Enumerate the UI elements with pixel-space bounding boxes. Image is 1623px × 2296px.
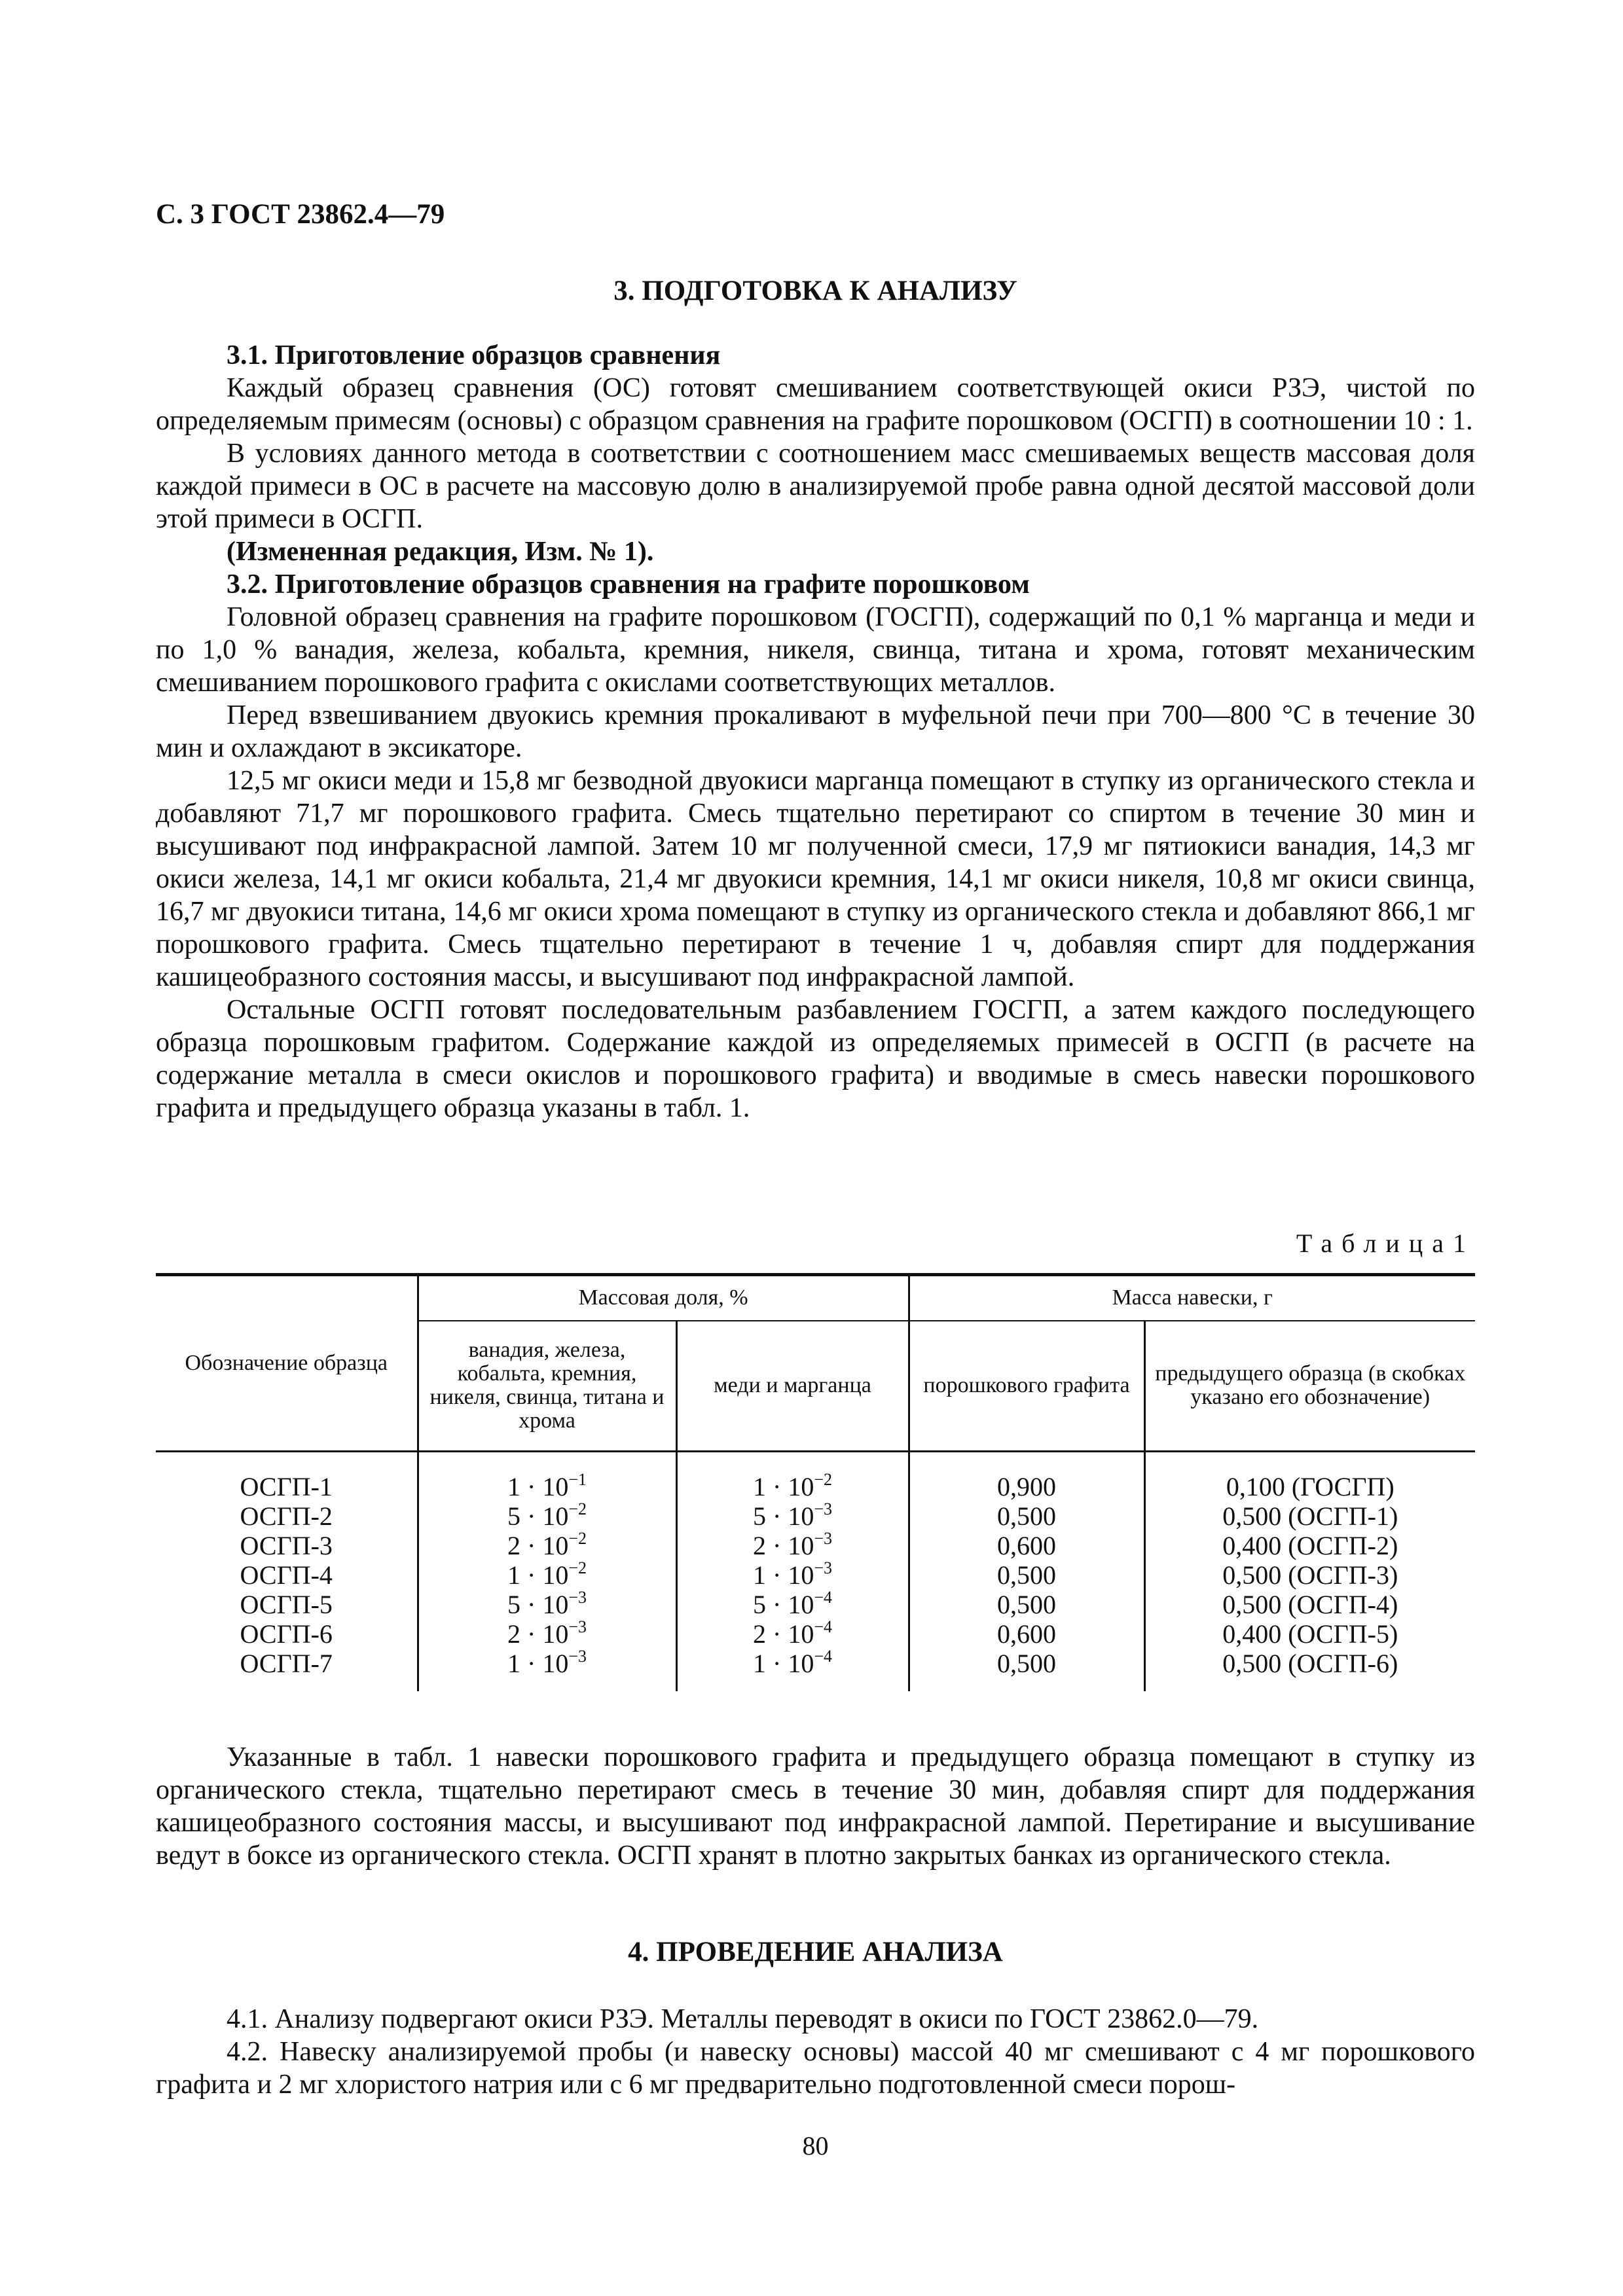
exponent: −4: [814, 1588, 832, 1607]
header-sample-mass: Масса навески, г: [909, 1275, 1475, 1321]
cell-graphite-mass: 0,500: [909, 1590, 1144, 1619]
document-header: С. 3 ГОСТ 23862.4—79: [156, 199, 445, 230]
table-row: [156, 1501, 1475, 1531]
cell-sample-name: ОСГП-1: [240, 1472, 333, 1501]
mantissa: 2 · 10: [753, 1619, 814, 1649]
after-table-text: [156, 1741, 1475, 1872]
cell-v-fe-group-fraction: [418, 1501, 676, 1531]
table-row: [156, 1560, 1475, 1590]
cell-v-fe-group-fraction: [418, 1452, 676, 1502]
cell-sample-name: ОСГП-4: [240, 1560, 333, 1590]
paragraph: Головной образец сравнения на графите порошковом (ГОСГП), содержащий по 0,1 % марганца и меди и по 1,0 % ванадия, железа, кобальта, кремния, никеля, свинца, титана и хрома, готовят механическим смешиванием порошкового графита с окислами соответствующих металлов.: [156, 602, 1475, 698]
table-caption: Таблица1: [1296, 1229, 1475, 1258]
exponent: −3: [814, 1558, 832, 1577]
mantissa: 5 · 10: [507, 1501, 569, 1531]
mantissa: 2 · 10: [753, 1531, 814, 1560]
exponent: −2: [568, 1558, 587, 1577]
cell-v-fe-group-fraction: [418, 1649, 676, 1691]
mantissa: 5 · 10: [753, 1590, 814, 1619]
cell-previous-sample-mass: 0,500 (ОСГП-4): [1144, 1590, 1475, 1619]
header-v-fe-co-si-ni-pb-ti-cr: ванадия, железа, кобальта, кремния, никеля, свинца, титана и хрома: [418, 1321, 676, 1452]
paragraph: 4.1. Анализу подвергают окиси РЗЭ. Металлы переводят в окиси по ГОСТ 23862.0—79.: [227, 2004, 1259, 2034]
cell-graphite-mass: 0,900: [909, 1452, 1144, 1502]
mantissa: 1 · 10: [753, 1472, 814, 1501]
table-row: [156, 1590, 1475, 1619]
cell-graphite-mass: 0,500: [909, 1501, 1144, 1531]
mantissa: 1 · 10: [507, 1560, 569, 1590]
cell-v-fe-group-fraction: [418, 1531, 676, 1560]
cell-sample-name: ОСГП-6: [240, 1619, 333, 1649]
table-row: [156, 1452, 1475, 1502]
exponent: −4: [814, 1647, 832, 1666]
cell-graphite-mass: 0,500: [909, 1649, 1144, 1691]
paragraph: (Измененная редакция, Изм. № 1).: [227, 537, 654, 567]
cell-previous-sample-mass: 0,500 (ОСГП-3): [1144, 1560, 1475, 1590]
paragraph: 3.2. Приготовление образцов сравнения на графите порошковом: [227, 569, 1030, 600]
cell-graphite-mass: 0,600: [909, 1531, 1144, 1560]
mantissa: 1 · 10: [753, 1649, 814, 1678]
exponent: −3: [568, 1588, 587, 1607]
cell-cu-mn-fraction: [676, 1531, 909, 1560]
cell-cu-mn-fraction: [676, 1619, 909, 1649]
cell-cu-mn-fraction: [676, 1501, 909, 1531]
header-sample-designation: Обозначение образца: [156, 1275, 418, 1452]
cell-cu-mn-fraction: [676, 1560, 909, 1590]
table-row: [156, 1619, 1475, 1649]
cell-v-fe-group-fraction: [418, 1590, 676, 1619]
mantissa: 1 · 10: [753, 1560, 814, 1590]
section-3-title: 3. ПОДГОТОВКА К АНАЛИЗУ: [613, 276, 1017, 306]
exponent: −2: [814, 1470, 832, 1489]
paragraph: 3.1. Приготовление образцов сравнения: [227, 340, 721, 370]
paragraph: 4.2. Навеску анализируемой пробы (и навеску основы) массой 40 мг смешивают с 4 мг порошкового графита и 2 мг хлористого натрия или с 6 мг предварительно подготовленной смеси порош-: [156, 2037, 1475, 2100]
table-row: [156, 1649, 1475, 1691]
paragraph: 12,5 мг окиси меди и 15,8 мг безводной двуокиси марганца помещают в ступку из органического стекла и добавляют 71,7 мг порошкового графита. Смесь тщательно перетирают со спиртом в течение 30 мин и высушивают под инфракрасной лампой. Затем 10 мг полученной смеси, 17,9 мг пятиокиси ванадия, 14,3 мг окиси железа, 14,1 мг окиси кобальта, 21,4 мг двуокиси кремния, 14,1 мг окиси никеля, 10,8 мг окиси свинца, 16,7 мг двуокиси титана, 14,6 мг окиси хрома помещают в ступку из органического стекла и добавляют 866,1 мг порошкового графита. Смесь тщательно перетирают в течение 1 ч, добавляя спирт для поддержания кашицеобразного состояния массы, и высушивают под инфракрасной лампой.: [156, 766, 1475, 992]
table-body: [156, 1452, 1475, 1692]
exponent: −3: [814, 1499, 832, 1518]
mantissa: 2 · 10: [507, 1619, 569, 1649]
cell-graphite-mass: 0,600: [909, 1619, 1144, 1649]
exponent: −3: [814, 1529, 832, 1548]
cell-sample-name: ОСГП-5: [240, 1590, 333, 1619]
header-previous-sample-mass: предыдущего образца (в скобках указано его обозначение): [1144, 1321, 1475, 1452]
cell-v-fe-group-fraction: [418, 1560, 676, 1590]
section-4-body: [156, 2003, 1475, 2101]
cell-previous-sample-mass: 0,100 (ГОСГП): [1144, 1452, 1475, 1502]
paragraph: Остальные ОСГП готовят последовательным разбавлением ГОСГП, а затем каждого последующего образца порошковым графитом. Содержание каждой из определяемых примесей в ОСГП (в расчете на содержание металла в смеси окислов и порошкового графита) и вводимые в смесь навески порошкового графита и предыдущего образца указаны в табл. 1.: [156, 995, 1475, 1123]
cell-cu-mn-fraction: [676, 1649, 909, 1691]
mantissa: 1 · 10: [507, 1649, 569, 1678]
mantissa: 1 · 10: [507, 1472, 569, 1501]
cell-previous-sample-mass: 0,400 (ОСГП-5): [1144, 1619, 1475, 1649]
table-row: [156, 1531, 1475, 1560]
cell-sample-name: ОСГП-7: [240, 1649, 333, 1678]
cell-v-fe-group-fraction: [418, 1619, 676, 1649]
cell-cu-mn-fraction: [676, 1452, 909, 1502]
cell-cu-mn-fraction: [676, 1590, 909, 1619]
cell-sample-name: ОСГП-3: [240, 1531, 333, 1560]
cell-sample-name: ОСГП-2: [240, 1501, 333, 1531]
mantissa: 2 · 10: [507, 1531, 569, 1560]
exponent: −3: [568, 1617, 587, 1636]
mantissa: 5 · 10: [753, 1501, 814, 1531]
header-cu-mn: меди и марганца: [676, 1321, 909, 1452]
paragraph: Перед взвешиванием двуокись кремния прокаливают в муфельной печи при 700—800 °С в течение 30 мин и охлаждают в эксикаторе.: [156, 700, 1475, 763]
exponent: −4: [814, 1617, 832, 1636]
paragraph: В условиях данного метода в соответствии с соотношением масс смешиваемых веществ массовая доля каждой примеси в ОС в расчете на массовую долю в анализируемой пробе равна одной десятой массовой доли этой примеси в ОСГП.: [156, 439, 1475, 534]
mantissa: 5 · 10: [507, 1590, 569, 1619]
paragraph: Указанные в табл. 1 навески порошкового графита и предыдущего образца помещают в ступку из органического стекла, тщательно перетирают смесь в течение 30 мин, добавляя спирт для поддержания кашицеобразного состояния массы, и высушивают под инфракрасной лампой. Перетирание и высушивание ведут в боксе из органического стекла. ОСГП хранят в плотно закрытых банках из органического стекла.: [156, 1742, 1475, 1871]
header-graphite-mass: порошкового графита: [909, 1321, 1144, 1452]
paragraph: Каждый образец сравнения (ОС) готовят смешиванием соответствующей окиси РЗЭ, чистой по определяемым примесям (основы) с образцом сравнения на графите порошковом (ОСГП) в соотношении 10 : 1.: [156, 373, 1475, 436]
exponent: −1: [568, 1470, 587, 1489]
page-number: 80: [802, 2131, 829, 2161]
cell-graphite-mass: 0,500: [909, 1560, 1144, 1590]
cell-previous-sample-mass: 0,500 (ОСГП-6): [1144, 1649, 1475, 1691]
cell-previous-sample-mass: 0,500 (ОСГП-1): [1144, 1501, 1475, 1531]
reference-samples-table: [156, 1273, 1475, 1691]
exponent: −2: [568, 1529, 587, 1548]
exponent: −3: [568, 1647, 587, 1666]
section-4-title: 4. ПРОВЕДЕНИЕ АНАЛИЗА: [628, 1937, 1003, 1967]
exponent: −2: [568, 1499, 587, 1518]
cell-previous-sample-mass: 0,400 (ОСГП-2): [1144, 1531, 1475, 1560]
header-mass-fraction: Массовая доля, %: [418, 1275, 909, 1321]
section-3-body: [156, 339, 1475, 1124]
